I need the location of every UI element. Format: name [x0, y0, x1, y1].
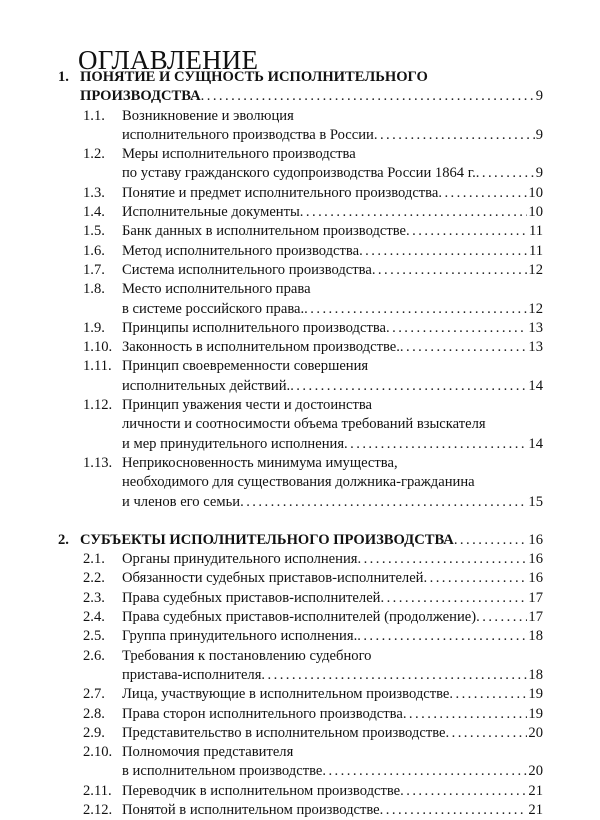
toc-entry-link[interactable]: [0, 801, 600, 820]
dot-leader: [300, 203, 528, 222]
toc-entry-link[interactable]: [0, 184, 600, 203]
section-spacer: [0, 512, 600, 531]
toc-entry-link[interactable]: [0, 589, 600, 608]
entry-number: 2.5.: [83, 628, 105, 645]
toc-text-area: [122, 203, 543, 222]
toc-text-area: [122, 550, 543, 569]
entry-number: 1.11.: [83, 358, 112, 375]
dot-leader: [403, 705, 528, 724]
toc-line: [0, 531, 600, 550]
toc-text-area: [122, 242, 543, 261]
entry-title: Законность в исполнительном производстве.: [122, 339, 400, 356]
toc-line: [0, 126, 600, 145]
entry-number: 1.7.: [83, 261, 105, 278]
toc-entry-link[interactable]: [0, 724, 600, 743]
toc-text-area: [122, 107, 543, 126]
dot-leader: [424, 569, 528, 588]
toc-line: [0, 627, 600, 646]
toc-entry-link[interactable]: [0, 396, 600, 454]
section-heading-link[interactable]: [0, 68, 600, 107]
dot-leader: [304, 300, 527, 319]
toc-line: [0, 782, 600, 801]
toc-line: [0, 647, 600, 666]
dot-leader: [322, 762, 527, 781]
toc-line: [0, 203, 600, 222]
toc-entry-link[interactable]: [0, 261, 600, 280]
dot-leader: [386, 319, 527, 338]
entry-title: Принцип своевременности совершения: [122, 358, 369, 375]
entry-title: и членов его семьи: [122, 493, 241, 510]
dot-leader: [357, 550, 527, 569]
toc-line: [0, 145, 600, 164]
page-title: ОГЛАВЛЕНИЕ: [78, 45, 259, 76]
entry-number: 1.12.: [83, 397, 113, 414]
toc-text-area: [122, 724, 543, 743]
toc-text-area: [80, 87, 543, 106]
toc-line: [0, 705, 600, 724]
entry-title: в исполнительном производстве: [122, 763, 323, 780]
toc-text-area: [122, 145, 543, 164]
toc-text-area: [122, 589, 543, 608]
entry-number: 1.3.: [83, 184, 105, 201]
entry-title: Обязанности судебных приставов-исполнителей: [122, 570, 424, 587]
section-title: ПОНЯТИЕ И СУЩНОСТЬ ИСПОЛНИТЕЛЬНОГО: [80, 69, 428, 85]
toc-text-area: [122, 184, 543, 203]
page-number: 12: [528, 261, 543, 278]
page-number: 21: [528, 782, 543, 799]
entry-title: Лица, участвующие в исполнительном производстве: [122, 686, 450, 703]
toc-text-area: [80, 68, 543, 87]
dot-leader: [476, 164, 535, 183]
toc-line: [0, 222, 600, 241]
page-number: 17: [528, 609, 543, 626]
entry-number: 2.12.: [83, 801, 113, 818]
toc-line: [0, 242, 600, 261]
entry-title: Система исполнительного производства: [122, 261, 372, 278]
toc-line: [0, 743, 600, 762]
page-number: 11: [528, 242, 543, 259]
toc-text-area: [122, 319, 543, 338]
toc-text-area: [122, 396, 543, 415]
entry-number: 1.6.: [83, 242, 105, 259]
page-number: 19: [528, 686, 543, 703]
entry-title: Права судебных приставов-исполнителей (продолжение): [122, 609, 477, 626]
entry-title: по уставу гражданского судопроизводства России 1864 г.: [122, 165, 476, 182]
entry-title: Переводчик в исполнительном производстве: [122, 782, 401, 799]
toc-text-area: [122, 338, 543, 357]
entry-title: Метод исполнительного производства: [122, 242, 360, 259]
entry-title: исполнительного производства в России: [122, 126, 374, 143]
toc-line: [0, 589, 600, 608]
toc-line: [0, 415, 600, 434]
section-title: СУБЪЕКТЫ ИСПОЛНИТЕЛЬНОГО ПРОИЗВОДСТВА: [80, 531, 454, 548]
toc-entry-link[interactable]: [0, 280, 600, 319]
entry-title: Органы принудительного исполнения: [122, 551, 358, 568]
page-number: 14: [528, 377, 543, 394]
toc-section: [0, 531, 600, 820]
toc-line: [0, 454, 600, 473]
entry-number: 1.8.: [83, 281, 105, 298]
dot-leader: [374, 126, 535, 145]
section-title: ПРОИЗВОДСТВА: [80, 88, 201, 105]
dot-leader: [201, 87, 535, 106]
entry-number: 2.11.: [83, 782, 112, 799]
toc-text-area: [122, 627, 543, 646]
entry-number: 2.8.: [83, 705, 105, 722]
dot-leader: [454, 531, 528, 550]
page-number: 15: [528, 493, 543, 510]
entry-number: 1.2.: [83, 146, 105, 163]
entry-number: 2.7.: [83, 686, 105, 703]
entry-title: Права сторон исполнительного производства: [122, 705, 403, 722]
dot-leader: [406, 222, 528, 241]
dot-leader: [261, 666, 527, 685]
entry-title: Права судебных приставов-исполнителей: [122, 589, 381, 606]
page-number: 9: [535, 126, 543, 143]
toc-text-area: [122, 666, 543, 685]
entry-number: 2.10.: [83, 744, 113, 761]
dot-leader: [400, 782, 527, 801]
entry-title: Банк данных в исполнительном производстве: [122, 223, 407, 240]
toc-entry-link[interactable]: [0, 454, 600, 512]
entry-title: личности и соотносимости объема требований взыскателя: [122, 416, 486, 433]
page-number: 16: [528, 531, 543, 548]
dot-leader: [372, 261, 528, 280]
dot-leader: [380, 589, 527, 608]
entry-number: 2.6.: [83, 647, 105, 664]
page-number: 13: [528, 319, 543, 336]
toc-line: [0, 666, 600, 685]
toc-entry-link[interactable]: [0, 319, 600, 338]
toc-line: [0, 493, 600, 512]
toc-entry-link[interactable]: [0, 705, 600, 724]
toc-text-area: [122, 126, 543, 145]
toc-line: [0, 87, 600, 106]
toc-text-area: [122, 454, 543, 473]
toc-text-area: [122, 743, 543, 762]
toc-line: [0, 685, 600, 704]
toc-entry-link[interactable]: [0, 627, 600, 646]
dot-leader: [476, 608, 527, 627]
toc-text-area: [122, 261, 543, 280]
toc-text-area: [122, 280, 543, 299]
dot-leader: [449, 685, 527, 704]
toc-text-area: [122, 801, 543, 820]
entry-number: 1.5.: [83, 223, 105, 240]
toc-line: [0, 435, 600, 454]
entry-number: 1.1.: [83, 107, 105, 124]
entry-title: Место исполнительного права: [122, 281, 311, 298]
toc-text-area: [122, 473, 543, 492]
entry-title: Понятие и предмет исполнительного производства: [122, 184, 439, 201]
toc-line: [0, 184, 600, 203]
page-number: 9: [535, 165, 543, 182]
dot-leader: [446, 724, 528, 743]
dot-leader: [240, 493, 527, 512]
entry-title: в системе российского права.: [122, 300, 305, 317]
page-number: 20: [528, 763, 543, 780]
toc-text-area: [122, 415, 543, 434]
toc-line: [0, 164, 600, 183]
page-number: 21: [528, 801, 543, 818]
toc-line: [0, 377, 600, 396]
dot-leader: [357, 627, 527, 646]
dot-leader: [290, 377, 527, 396]
toc-line: [0, 473, 600, 492]
toc-text-area: [122, 357, 543, 376]
dot-leader: [359, 242, 528, 261]
toc-entry-link[interactable]: [0, 338, 600, 357]
page-number: 20: [528, 724, 543, 741]
toc-entry-link[interactable]: [0, 222, 600, 241]
page-number: 18: [528, 628, 543, 645]
entry-title: пристава-исполнителя: [122, 666, 262, 683]
toc-line: [0, 762, 600, 781]
toc-line: [0, 608, 600, 627]
toc-line: [0, 107, 600, 126]
entry-title: Исполнительные документы: [122, 204, 300, 221]
toc-line: [0, 801, 600, 820]
toc-text-area: [122, 705, 543, 724]
page-number: 10: [528, 184, 543, 201]
dot-leader: [400, 338, 528, 357]
entry-title: Представительство в исполнительном производстве: [122, 724, 446, 741]
toc-text-area: [80, 531, 543, 550]
entry-title: Возникновение и эволюция: [122, 107, 294, 124]
page-number: 19: [528, 705, 543, 722]
toc-text-area: [122, 435, 543, 454]
entry-title: необходимого для существования должника-гражданина: [122, 474, 475, 491]
entry-title: Принцип уважения чести и достоинства: [122, 397, 373, 414]
toc-line: [0, 550, 600, 569]
table-of-contents: [0, 68, 600, 820]
toc-entry-link[interactable]: [0, 242, 600, 261]
toc-line: [0, 319, 600, 338]
toc-text-area: [122, 762, 543, 781]
section-number: 1.: [58, 69, 69, 85]
page-number: 11: [528, 223, 543, 240]
entry-number: 2.3.: [83, 589, 105, 606]
toc-entry-link[interactable]: [0, 647, 600, 686]
toc-text-area: [122, 377, 543, 396]
entry-number: 1.4.: [83, 204, 105, 221]
entry-number: 1.9.: [83, 319, 105, 336]
dot-leader: [438, 184, 527, 203]
entry-title: исполнительных действий.: [122, 377, 291, 394]
toc-entry-link[interactable]: [0, 569, 600, 588]
page-number: 9: [535, 88, 543, 105]
toc-line: [0, 338, 600, 357]
toc-line: [0, 396, 600, 415]
dot-leader: [344, 435, 527, 454]
toc-text-area: [122, 647, 543, 666]
entry-number: 2.9.: [83, 724, 105, 741]
page-number: 14: [528, 435, 543, 452]
toc-line: [0, 357, 600, 376]
toc-line: [0, 300, 600, 319]
entry-title: Принципы исполнительного производства: [122, 319, 387, 336]
toc-line: [0, 569, 600, 588]
entry-number: 2.4.: [83, 609, 105, 626]
toc-entry-link[interactable]: [0, 685, 600, 704]
toc-entry-link[interactable]: [0, 203, 600, 222]
toc-text-area: [122, 569, 543, 588]
entry-title: Неприкосновенность минимума имущества,: [122, 454, 398, 471]
entry-title: Группа принудительного исполнения.: [122, 628, 358, 645]
toc-text-area: [122, 608, 543, 627]
toc-line: [0, 68, 600, 87]
entry-number: 1.10.: [83, 339, 113, 356]
toc-text-area: [122, 685, 543, 704]
toc-entry-link[interactable]: [0, 550, 600, 569]
entry-number: 2.2.: [83, 570, 105, 587]
entry-title: Требования к постановлению судебного: [122, 647, 372, 664]
toc-entry-link[interactable]: [0, 608, 600, 627]
entry-title: Меры исполнительного производства: [122, 146, 356, 163]
page-number: 18: [528, 666, 543, 683]
toc-text-area: [122, 164, 543, 183]
entry-title: Понятой в исполнительном производстве: [122, 801, 380, 818]
toc-entry-link[interactable]: [0, 107, 600, 146]
dot-leader: [380, 801, 528, 820]
page-number: 13: [528, 339, 543, 356]
toc-entry-link[interactable]: [0, 145, 600, 184]
toc-entry-link[interactable]: [0, 782, 600, 801]
toc-line: [0, 724, 600, 743]
toc-line: [0, 280, 600, 299]
toc-section: [0, 68, 600, 512]
toc-text-area: [122, 493, 543, 512]
toc-text-area: [122, 222, 543, 241]
toc-entry-link[interactable]: [0, 357, 600, 396]
section-number: 2.: [58, 531, 69, 548]
entry-title: и мер принудительного исполнения: [122, 435, 345, 452]
entry-number: 2.1.: [83, 551, 105, 568]
toc-line: [0, 261, 600, 280]
page-number: 10: [528, 204, 543, 221]
page-number: 12: [528, 300, 543, 317]
section-heading-link[interactable]: [0, 531, 600, 550]
page-number: 16: [528, 551, 543, 568]
toc-entry-link[interactable]: [0, 743, 600, 782]
entry-number: 1.13.: [83, 454, 113, 471]
toc-text-area: [122, 782, 543, 801]
entry-title: Полномочия представителя: [122, 744, 294, 761]
page-number: 17: [528, 589, 543, 606]
toc-text-area: [122, 300, 543, 319]
page-number: 16: [528, 570, 543, 587]
